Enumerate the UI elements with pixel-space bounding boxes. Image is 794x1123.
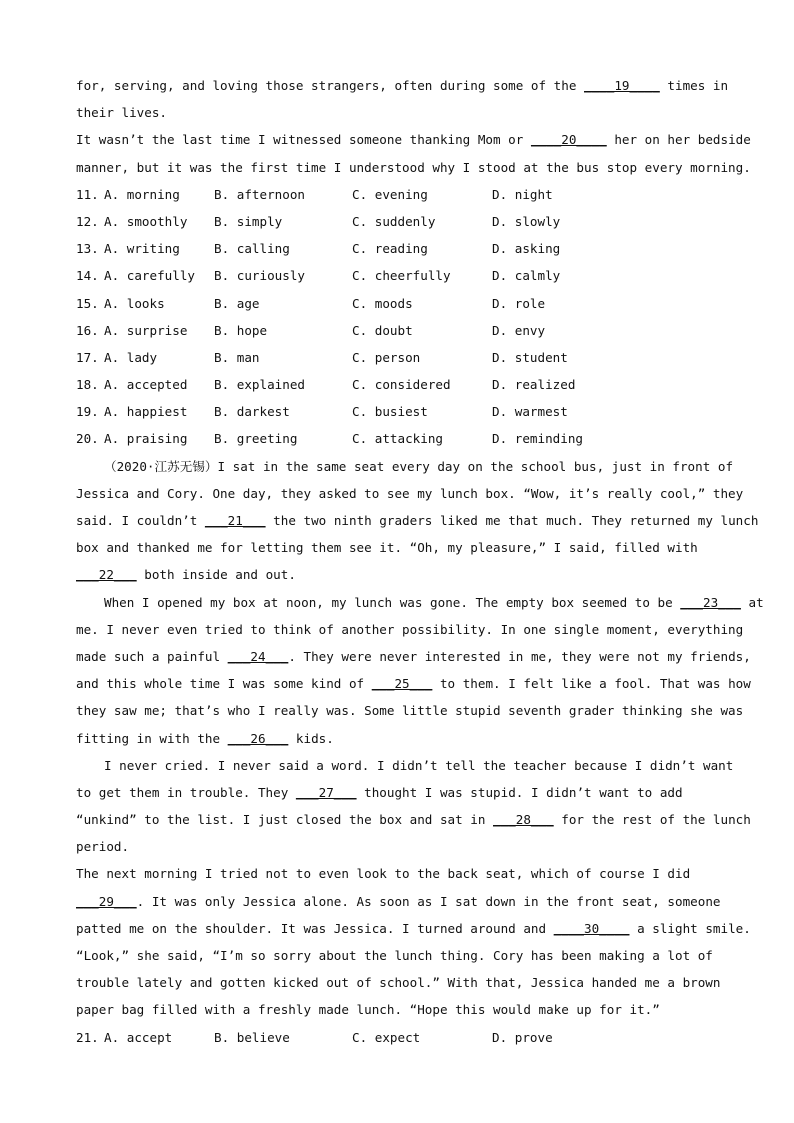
text-segment: times in [659, 78, 729, 93]
option-c: C. cheerfully [352, 268, 451, 284]
option-row [76, 208, 716, 235]
text-segment: for, serving, and loving those strangers, often during some of the [76, 78, 584, 93]
question-number: 21. [76, 1029, 99, 1045]
question-number: 20. [76, 431, 99, 447]
option-a: A. lady [104, 349, 158, 365]
option-b: B. explained [214, 377, 305, 393]
text-line [76, 589, 764, 616]
text-line [76, 779, 716, 806]
option-row [76, 290, 716, 317]
text-line [76, 453, 734, 480]
text-line [76, 725, 716, 752]
option-d: D. asking [492, 241, 561, 257]
option-row [76, 425, 716, 452]
question-number: 15. [76, 295, 99, 311]
text-line [76, 154, 751, 181]
question-number: 19. [76, 404, 99, 420]
option-a: A. writing [104, 241, 180, 257]
text-line [76, 643, 751, 670]
text-segment: to get them in trouble. They [76, 784, 296, 800]
question-number: 12. [76, 213, 99, 229]
option-b: B. darkest [214, 404, 290, 420]
text-segment: paper bag filled with a freshly made lunch. “Hope this would make up for it.” [76, 1002, 660, 1018]
option-d: D. warmest [492, 404, 568, 420]
answer-blank: ____30____ [553, 920, 630, 936]
option-c: C. considered [352, 377, 451, 393]
text-segment: manner, but it was the first time I understood why I stood at the bus stop every morning. [76, 159, 751, 175]
option-b: B. greeting [214, 431, 298, 447]
option-a: A. morning [104, 186, 180, 202]
text-line [76, 561, 716, 588]
option-a: A. smoothly [104, 213, 188, 229]
option-row [76, 398, 716, 425]
question-number: 17. [76, 349, 99, 365]
text-segment: patted me on the shoulder. It was Jessica. I turned around and [76, 920, 554, 936]
text-segment: their lives. [76, 105, 167, 121]
text-segment: （2020·江苏无锡）I sat in the same seat every day on the school bus, just in front of [104, 458, 734, 474]
text-line [76, 888, 721, 915]
option-a: A. accepted [104, 377, 188, 393]
question-number: 11. [76, 186, 99, 202]
question-number: 14. [76, 268, 99, 284]
text-segment: “Look,” she said, “I’m so sorry about the lunch thing. Cory has been making a lot of [76, 948, 713, 963]
option-b: B. age [214, 295, 260, 311]
text-line [76, 507, 759, 534]
option-c: C. evening [352, 186, 428, 202]
option-a: A. praising [104, 431, 188, 447]
text-segment: me. I never even tried to think of another possibility. In one single moment, everything [76, 621, 744, 637]
text-segment: for the rest of the lunch [553, 812, 751, 828]
text-segment: . They were never interested in me, they were not my friends, [288, 648, 751, 664]
document-page [76, 72, 764, 1051]
option-c: C. expect [352, 1029, 421, 1045]
answer-blank: ___27___ [295, 784, 357, 800]
text-line [76, 534, 716, 561]
answer-blank: ___26___ [227, 730, 289, 746]
text-line [76, 806, 751, 833]
option-c: C. reading [352, 241, 428, 257]
text-segment: at [740, 594, 764, 610]
option-d: D. calmly [492, 268, 561, 284]
text-line [76, 616, 744, 643]
option-d: D. student [492, 349, 568, 365]
option-c: C. doubt [352, 322, 413, 338]
text-segment: period. [76, 839, 130, 855]
text-segment: The next morning I tried not to even look to the back seat, which of course I did [76, 866, 691, 882]
option-b: B. hope [214, 322, 268, 338]
option-row [76, 181, 716, 208]
option-c: C. suddenly [352, 213, 436, 229]
text-line [76, 670, 751, 697]
question-number: 18. [76, 377, 99, 393]
answer-blank: ___21___ [204, 513, 266, 528]
option-b: B. calling [214, 241, 290, 257]
text-segment: both inside and out. [136, 567, 296, 583]
text-segment: kids. [288, 730, 334, 746]
answer-options-11-20 [76, 181, 716, 453]
text-segment: thought I was stupid. I didn’t want to add [356, 784, 683, 800]
text-segment: to them. I felt like a fool. That was how [432, 676, 751, 692]
option-a: A. happiest [104, 404, 188, 420]
text-segment: . It was only Jessica alone. As soon as I sat down in the front seat, someone [136, 893, 721, 909]
text-line [76, 752, 734, 779]
text-segment: made such a painful [76, 648, 228, 664]
answer-blank: ____20____ [530, 132, 607, 148]
option-b: B. man [214, 349, 260, 365]
answer-options-21 [76, 1024, 716, 1051]
passage-2020-wuxi [76, 453, 764, 1024]
text-segment: they saw me; that’s who I really was. Some little stupid seventh grader thinking she was [76, 703, 744, 719]
answer-blank: ___28___ [493, 812, 554, 828]
text-segment: trouble lately and gotten kicked out of school.” With that, Jessica handed me a brown [76, 975, 721, 991]
option-a: A. surprise [104, 322, 188, 338]
option-d: D. slowly [492, 213, 561, 229]
answer-blank: ___29___ [76, 893, 137, 909]
text-segment: “unkind” to the list. I just closed the box and sat in [76, 812, 494, 828]
option-b: B. afternoon [214, 186, 305, 202]
text-line [76, 860, 716, 887]
option-a: A. carefully [104, 268, 195, 284]
option-row [76, 371, 716, 398]
text-segment: box and thanked me for letting them see it. “Oh, my pleasure,” I said, filled with [76, 540, 698, 556]
text-line [76, 480, 744, 507]
text-segment: a slight smile. [629, 920, 751, 936]
option-d: D. reminding [492, 431, 583, 447]
passage-ending [76, 72, 751, 181]
option-d: D. night [492, 186, 553, 202]
text-segment: When I opened my box at noon, my lunch was gone. The empty box seemed to be [104, 594, 681, 610]
text-segment: and this whole time I was some kind of [76, 676, 372, 692]
option-d: D. realized [492, 377, 576, 393]
option-b: B. believe [214, 1029, 290, 1045]
text-line [76, 969, 721, 996]
option-b: B. simply [214, 213, 283, 229]
option-c: C. moods [352, 295, 413, 311]
text-line [76, 996, 716, 1023]
option-row [76, 235, 716, 262]
text-segment: It wasn’t the last time I witnessed someone thanking Mom or [76, 132, 531, 148]
text-line [76, 833, 716, 860]
option-row [76, 1024, 716, 1051]
text-segment: Jessica and Cory. One day, they asked to see my lunch box. “Wow, it’s really cool,” they [76, 485, 744, 501]
option-c: C. person [352, 349, 421, 365]
question-number: 16. [76, 322, 99, 338]
option-a: A. looks [104, 295, 165, 311]
text-line [76, 697, 744, 724]
text-line [76, 942, 716, 969]
answer-blank: ___24___ [227, 648, 289, 664]
text-segment: fitting in with the [76, 730, 228, 746]
option-row [76, 344, 716, 371]
answer-blank: ___23___ [680, 594, 741, 610]
option-d: D. role [492, 295, 546, 311]
answer-blank: ___22___ [76, 567, 137, 583]
option-d: D. prove [492, 1029, 553, 1045]
option-row [76, 317, 716, 344]
text-line [76, 72, 729, 99]
answer-blank: ___25___ [371, 676, 433, 692]
option-c: C. busiest [352, 404, 428, 420]
text-segment: said. I couldn’t [76, 513, 205, 528]
text-line [76, 126, 751, 153]
text-segment: I never cried. I never said a word. I didn’t tell the teacher because I didn’t want [104, 757, 734, 773]
option-c: C. attacking [352, 431, 443, 447]
text-line [76, 915, 751, 942]
question-number: 13. [76, 241, 99, 257]
option-row [76, 262, 716, 289]
text-segment: her on her bedside [606, 132, 751, 148]
text-segment: the two ninth graders liked me that much. They returned my lunch [265, 513, 759, 528]
answer-blank: ____19____ [584, 78, 660, 93]
option-a: A. accept [104, 1029, 173, 1045]
option-b: B. curiously [214, 268, 305, 284]
text-line [76, 99, 716, 126]
option-d: D. envy [492, 322, 546, 338]
